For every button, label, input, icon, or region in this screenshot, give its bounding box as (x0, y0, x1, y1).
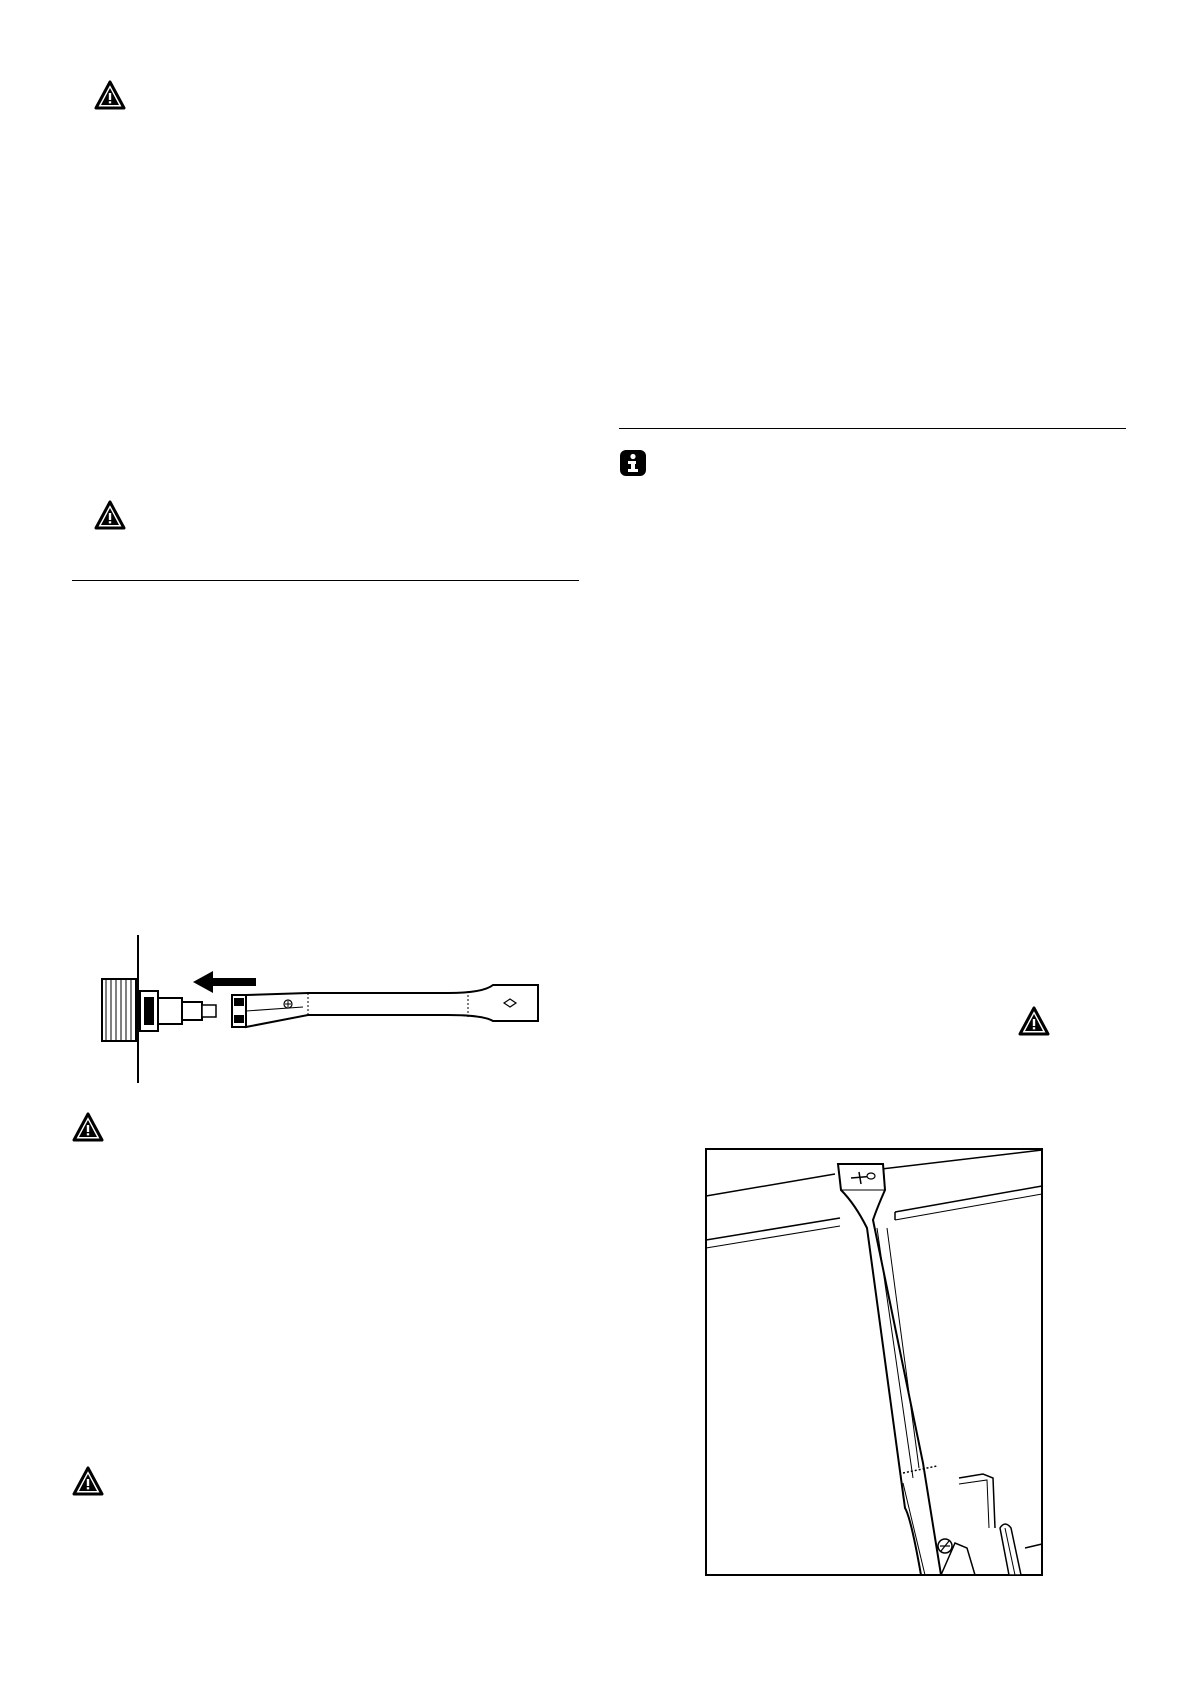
arrow-left-icon (193, 971, 256, 993)
section-divider-right (619, 428, 1126, 429)
burner-insertion-figure (98, 935, 558, 1085)
warning-icon-5 (1018, 1006, 1050, 1036)
warning-icon-1 (94, 80, 126, 110)
info-icon (619, 449, 647, 477)
section-divider-left (72, 580, 579, 581)
warning-icon-3 (72, 1112, 104, 1142)
warning-icon-4 (72, 1466, 104, 1496)
burner-installed-figure (705, 1148, 1043, 1576)
warning-icon-2 (94, 500, 126, 530)
